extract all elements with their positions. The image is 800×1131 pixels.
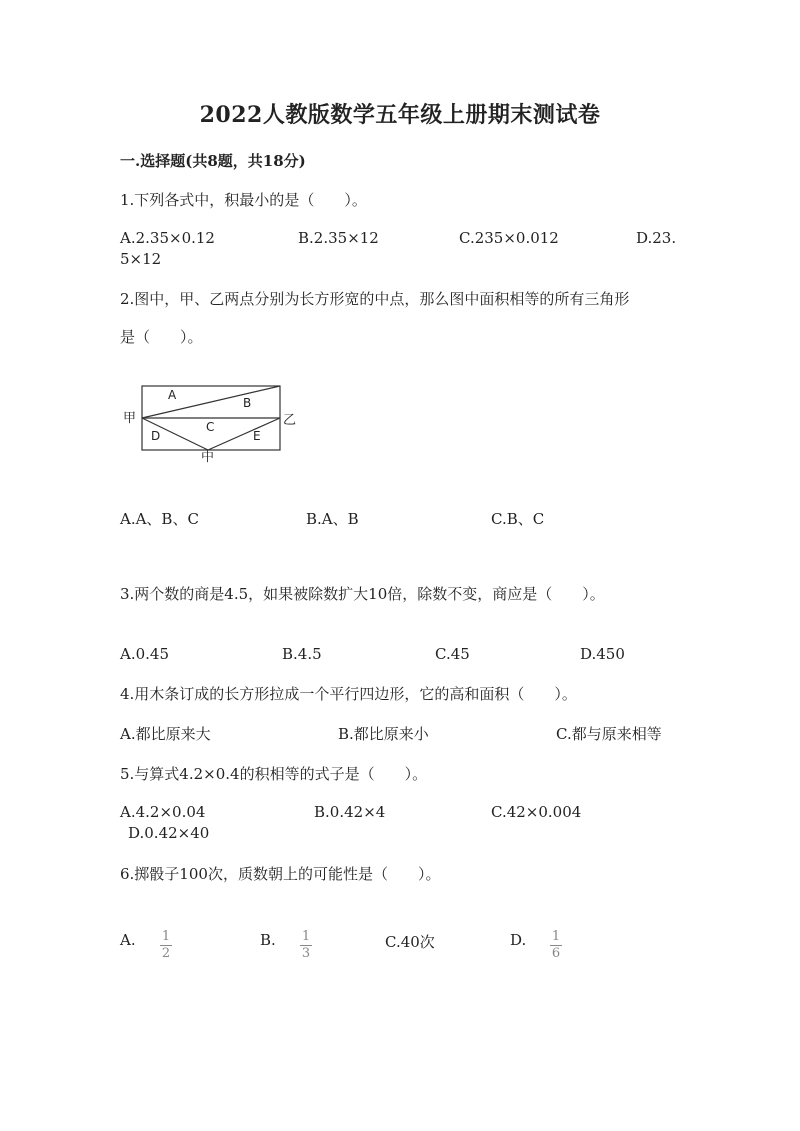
- question-5-option-b[interactable]: B.0.42×4: [314, 803, 386, 821]
- point-zhong-label: 中: [201, 450, 215, 465]
- question-2-option-b[interactable]: B.A、B: [306, 510, 359, 528]
- question-6-option-b-label[interactable]: B.: [260, 931, 276, 949]
- question-4-option-a[interactable]: A.都比原来大: [120, 725, 211, 743]
- question-4-option-b[interactable]: B.都比原来小: [338, 725, 429, 743]
- point-yi-label: 乙: [283, 413, 297, 428]
- question-1-option-c[interactable]: C.235×0.012: [459, 229, 559, 247]
- question-3-stem: 3.两个数的商是4.5，如果被除数扩大10倍，除数不变，商应是（ ）。: [120, 585, 605, 603]
- fraction-numerator: 1: [301, 929, 311, 944]
- point-jia-label: 甲: [123, 411, 137, 426]
- question-5-option-d[interactable]: D.0.42×40: [128, 824, 210, 842]
- region-e-label: E: [253, 429, 261, 443]
- question-4-stem: 4.用木条订成的长方形拉成一个平行四边形，它的高和面积（ ）。: [120, 685, 577, 703]
- question-1-option-d-cont: 5×12: [120, 250, 162, 268]
- question-5-stem: 5.与算式4.2×0.4的积相等的式子是（ ）。: [120, 765, 428, 783]
- fraction-numerator: 1: [161, 929, 171, 944]
- section-heading: 一.选择题(共8题，共18分): [120, 152, 306, 170]
- question-6-option-d-label[interactable]: D.: [510, 931, 527, 949]
- question-3-option-b[interactable]: B.4.5: [282, 645, 322, 663]
- question-4-option-c[interactable]: C.都与原来相等: [556, 725, 662, 743]
- question-6-option-d-fraction: [550, 925, 562, 960]
- question-3-option-c[interactable]: C.45: [435, 645, 470, 663]
- question-5-option-c[interactable]: C.42×0.004: [491, 803, 582, 821]
- question-1-option-a[interactable]: A.2.35×0.12: [120, 229, 215, 247]
- fraction-denominator: 3: [301, 945, 311, 961]
- question-1-stem: 1.下列各式中，积最小的是（ ）。: [120, 191, 367, 209]
- question-1-option-d[interactable]: D.23.: [636, 229, 677, 247]
- fraction-denominator: 6: [551, 945, 561, 961]
- question-3-option-d[interactable]: D.450: [580, 645, 625, 663]
- question-5-option-a[interactable]: A.4.2×0.04: [120, 803, 206, 821]
- page-title: 2022人教版数学五年级上册期末测试卷: [199, 102, 601, 128]
- question-2-option-a[interactable]: A.A、B、C: [120, 510, 199, 528]
- question-1-option-b[interactable]: B.2.35×12: [298, 229, 379, 247]
- region-a-label: A: [168, 388, 177, 402]
- region-c-label: C: [206, 420, 215, 434]
- region-b-label: B: [243, 396, 252, 410]
- question-3-option-a[interactable]: A.0.45: [120, 645, 169, 663]
- question-6-option-a-fraction: [160, 925, 172, 960]
- question-2-figure: [120, 378, 300, 468]
- question-6-stem: 6.掷骰子100次，质数朝上的可能性是（ ）。: [120, 865, 441, 883]
- question-2-stem-line2: 是（ ）。: [120, 328, 203, 346]
- question-6-option-b-fraction: [300, 925, 312, 960]
- question-6-option-c[interactable]: C.40次: [385, 933, 435, 951]
- fraction-numerator: 1: [551, 929, 561, 944]
- fraction-denominator: 2: [161, 945, 171, 961]
- question-2-option-c[interactable]: C.B、C: [491, 510, 545, 528]
- question-6-option-a-label[interactable]: A.: [120, 931, 136, 949]
- region-d-label: D: [151, 429, 161, 443]
- question-2-stem-line1: 2.图中，甲、乙两点分别为长方形宽的中点，那么图中面积相等的所有三角形: [120, 290, 630, 308]
